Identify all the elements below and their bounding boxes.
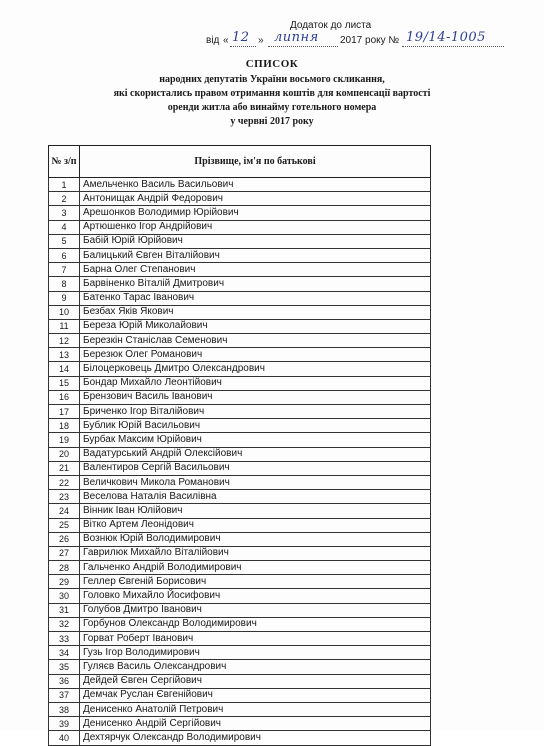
table-row: [49, 461, 431, 475]
deputy-name: Бабій Юрій Юрійович: [80, 234, 431, 248]
table-row: [49, 504, 431, 518]
deputy-name: Амельченко Василь Васильович: [80, 178, 431, 192]
deputy-name: Барна Олег Степанович: [80, 263, 431, 277]
deputy-name: Головко Михайло Йосифович: [80, 589, 431, 603]
subtitle-line-1: народних депутатів України восьмого скликання,: [159, 74, 385, 85]
row-number: 4: [49, 220, 80, 234]
row-number: 18: [49, 419, 80, 433]
deputy-name: Безбах Яків Якович: [80, 305, 431, 319]
table-row: [49, 717, 431, 731]
table-row: [49, 433, 431, 447]
row-number: 11: [49, 319, 80, 333]
table-row: [49, 178, 431, 192]
row-number: 2: [49, 192, 80, 206]
table-row: [49, 305, 431, 319]
row-number: 38: [49, 702, 80, 716]
appendix-label: Додаток до листа: [290, 20, 372, 31]
deputy-name: Гузь Ігор Володимирович: [80, 646, 431, 660]
deputy-name: Денисенко Андрій Сергійович: [80, 717, 431, 731]
column-header-name: Прізвище, ім'я по батькові: [80, 146, 431, 178]
deputy-name: Горбунов Олександр Володимирович: [80, 617, 431, 631]
table-row: [49, 248, 431, 262]
deputy-name: Гальченко Андрій Володимирович: [80, 561, 431, 575]
row-number: 34: [49, 646, 80, 660]
table-row: [49, 419, 431, 433]
table-row: [49, 688, 431, 702]
row-number: 40: [49, 731, 80, 745]
table-row: [49, 575, 431, 589]
deputy-name: Антонищак Андрій Федорович: [80, 192, 431, 206]
handwritten-month: липня: [274, 30, 319, 45]
table-row: [49, 192, 431, 206]
row-number: 16: [49, 390, 80, 404]
deputy-name: Вітко Артем Леонідович: [80, 518, 431, 532]
table-row: [49, 334, 431, 348]
table-row: [49, 603, 431, 617]
table-body: [49, 178, 431, 746]
row-number: 19: [49, 433, 80, 447]
deputy-name: Вадатурський Андрій Олексійович: [80, 447, 431, 461]
table-row: [49, 632, 431, 646]
row-number: 37: [49, 688, 80, 702]
deputy-name: Демчак Руслан Євгенійович: [80, 688, 431, 702]
deputy-name: Бондар Михайло Леонтійович: [80, 376, 431, 390]
deputy-name: Дехтярчук Олександр Володимирович: [80, 731, 431, 745]
row-number: 30: [49, 589, 80, 603]
document-title: [0, 57, 544, 71]
column-header-number: № з/п: [49, 146, 80, 178]
table-row: [49, 263, 431, 277]
deputy-name: Веселова Наталія Василівна: [80, 490, 431, 504]
deputy-name: Денисенко Анатолій Петрович: [80, 702, 431, 716]
table-row: [49, 405, 431, 419]
deputy-name: Березкін Станіслав Семенович: [80, 334, 431, 348]
row-number: 1: [49, 178, 80, 192]
handwritten-number: 19/14-1005: [406, 30, 486, 45]
deputy-name: Барвіненко Віталій Дмитрович: [80, 277, 431, 291]
deputy-name: Білоцерковець Дмитро Олександрович: [80, 362, 431, 376]
letter-reference: [206, 30, 506, 49]
row-number: 36: [49, 674, 80, 688]
table-row: [49, 731, 431, 745]
table-header-row: [49, 146, 431, 178]
deputy-name: Голубов Дмитро Іванович: [80, 603, 431, 617]
table-row: [49, 234, 431, 248]
deputy-name: Береза Юрій Миколайович: [80, 319, 431, 333]
row-number: 12: [49, 334, 80, 348]
deputy-name: Бублик Юрій Васильович: [80, 419, 431, 433]
subtitle-line-3: оренди житла або винайму готельного номера: [167, 102, 377, 113]
table-row: [49, 518, 431, 532]
deputy-name: Артюшенко Ігор Андрійович: [80, 220, 431, 234]
deputy-name: Бриченко Ігор Віталійович: [80, 405, 431, 419]
close-quote: »: [258, 35, 264, 46]
table-row: [49, 561, 431, 575]
deputy-name: Балицький Євген Віталійович: [80, 248, 431, 262]
table-row: [49, 206, 431, 220]
deputy-name: Дейдей Євген Сергійович: [80, 674, 431, 688]
deputy-name: Вінник Іван Юлійович: [80, 504, 431, 518]
table-row: [49, 291, 431, 305]
number-underline: [402, 46, 504, 47]
row-number: 20: [49, 447, 80, 461]
row-number: 27: [49, 546, 80, 560]
deputy-name: Величкович Микола Романович: [80, 475, 431, 489]
row-number: 21: [49, 461, 80, 475]
deputy-name: Горват Роберт Іванович: [80, 632, 431, 646]
table-row: [49, 390, 431, 404]
table-row: [49, 546, 431, 560]
table-row: [49, 660, 431, 674]
table-row: [49, 674, 431, 688]
table-row: [49, 220, 431, 234]
month-underline: [268, 46, 338, 47]
row-number: 14: [49, 362, 80, 376]
row-number: 13: [49, 348, 80, 362]
row-number: 24: [49, 504, 80, 518]
handwritten-day: 12: [232, 30, 250, 45]
row-number: 33: [49, 632, 80, 646]
table-row: [49, 646, 431, 660]
deputy-name: Гуляєв Василь Олександрович: [80, 660, 431, 674]
subtitle-line-4: у червні 2017 року: [230, 116, 314, 127]
row-number: 15: [49, 376, 80, 390]
row-number: 10: [49, 305, 80, 319]
row-number: 26: [49, 532, 80, 546]
table-row: [49, 447, 431, 461]
day-underline: [230, 46, 256, 47]
deputy-name: Брензович Василь Іванович: [80, 390, 431, 404]
table-row: [49, 532, 431, 546]
deputy-name: Батенко Тарас Іванович: [80, 291, 431, 305]
deputy-name: Березюк Олег Романович: [80, 348, 431, 362]
title-word: СПИСОК: [245, 58, 299, 70]
deputy-name: Арешонков Володимир Юрійович: [80, 206, 431, 220]
row-number: 25: [49, 518, 80, 532]
row-number: 23: [49, 490, 80, 504]
row-number: 28: [49, 561, 80, 575]
deputy-name: Геллер Євгеній Борисович: [80, 575, 431, 589]
row-number: 31: [49, 603, 80, 617]
row-number: 7: [49, 263, 80, 277]
subtitle-line-2: які скористались правом отримання коштів для компенсації вартості: [113, 88, 431, 99]
deputy-name: Бурбак Максим Юрійович: [80, 433, 431, 447]
table-row: [49, 319, 431, 333]
row-number: 3: [49, 206, 80, 220]
table-row: [49, 702, 431, 716]
row-number: 32: [49, 617, 80, 631]
row-number: 6: [49, 248, 80, 262]
deputy-name: Вознюк Юрій Володимирович: [80, 532, 431, 546]
row-number: 9: [49, 291, 80, 305]
row-number: 35: [49, 660, 80, 674]
row-number: 17: [49, 405, 80, 419]
table-row: [49, 277, 431, 291]
open-quote: «: [223, 35, 229, 46]
table-row: [49, 617, 431, 631]
table-row: [49, 490, 431, 504]
year-text: 2017 року №: [340, 35, 400, 46]
deputy-name: Валентиров Сергій Васильович: [80, 461, 431, 475]
row-number: 5: [49, 234, 80, 248]
table-row: [49, 589, 431, 603]
table-row: [49, 348, 431, 362]
deputies-table: [48, 145, 431, 746]
deputy-name: Гаврилюк Михайло Віталійович: [80, 546, 431, 560]
row-number: 29: [49, 575, 80, 589]
row-number: 8: [49, 277, 80, 291]
table-row: [49, 475, 431, 489]
document-subtitle: [0, 73, 544, 129]
row-number: 39: [49, 717, 80, 731]
from-label: від: [206, 35, 220, 46]
table-row: [49, 362, 431, 376]
table-row: [49, 376, 431, 390]
row-number: 22: [49, 475, 80, 489]
